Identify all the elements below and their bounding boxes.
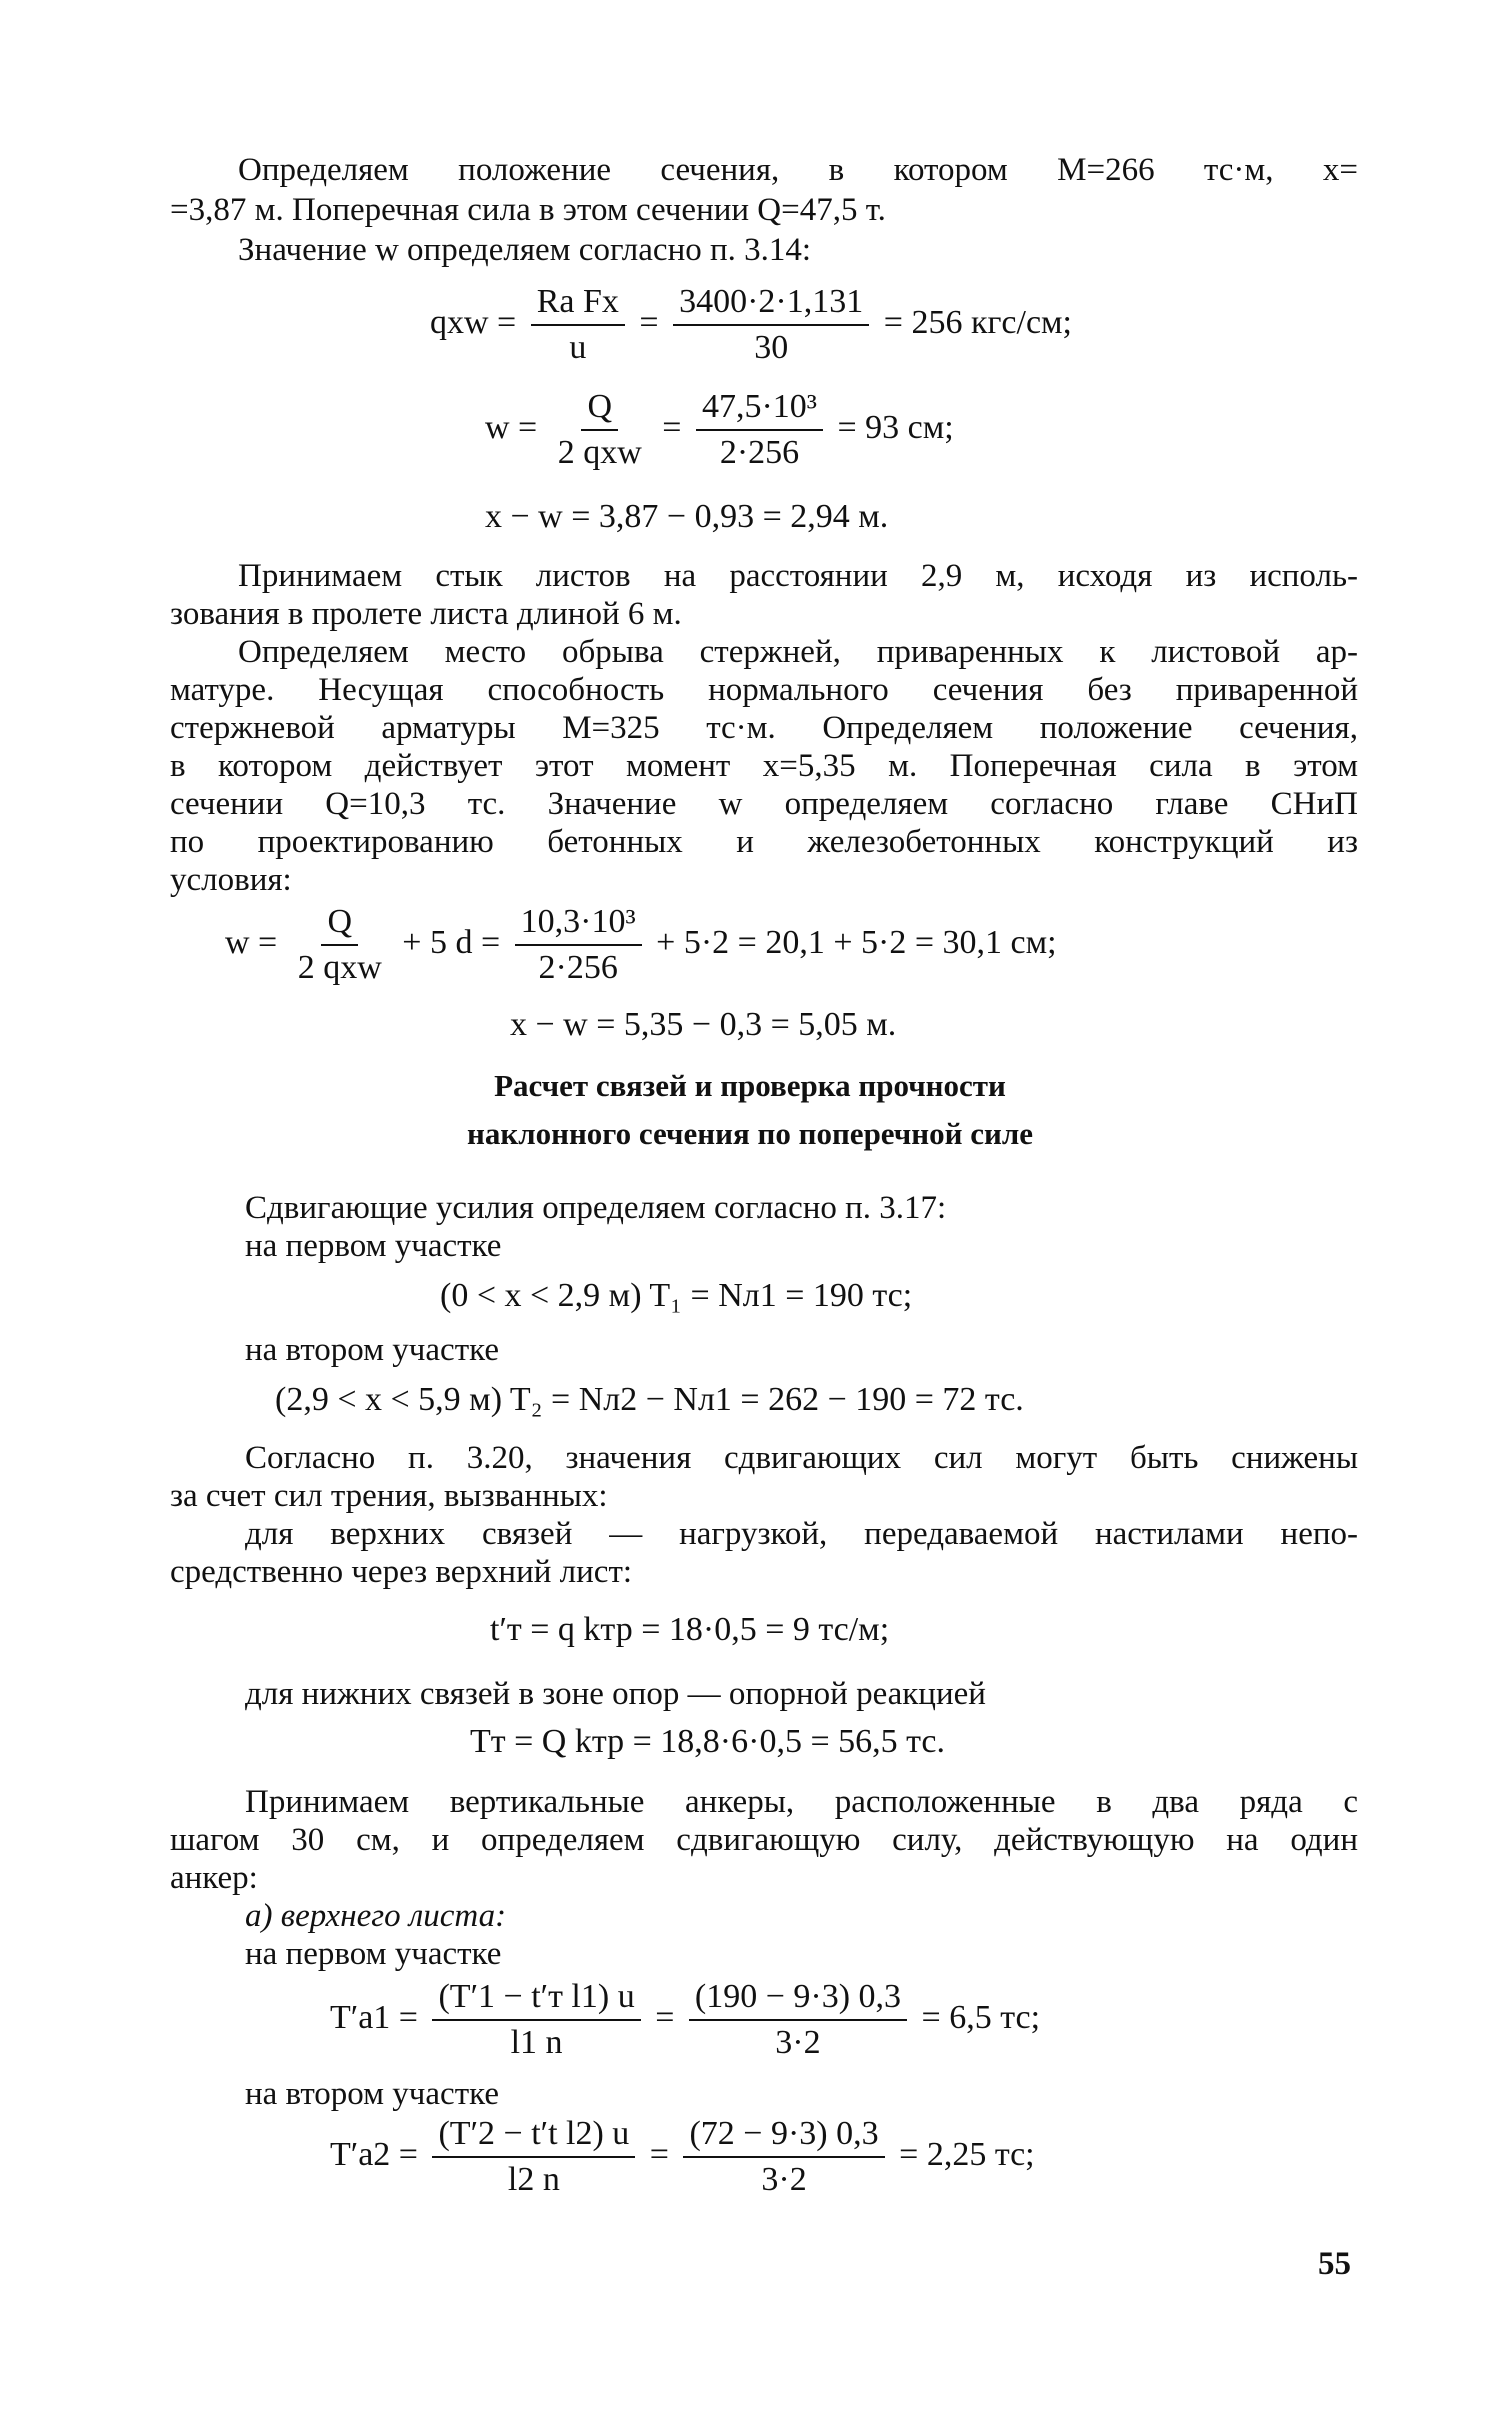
- paragraph6-line3: для верхних связей — нагрузкой, передаваемой настилами непо-: [245, 1516, 1358, 1552]
- paragraph1-line3: Значение w определяем согласно п. 3.14:: [238, 232, 812, 268]
- paragraph3-line2: матуре. Несущая способность нормального сечения без приваренной: [170, 672, 1358, 708]
- equation-ta1: T′a1 = $\frac{\text{(T′1 − t′т l1) u}}{l1 n}$ = $\frac{(190 - 9\cdot 3) 0,3}{3\cdot 2}$ = 6,5 тс;: [330, 1975, 1040, 2065]
- paragraph5: на втором участке: [245, 1332, 499, 1368]
- paragraph6-line2: за счет сил трения, вызванных:: [170, 1478, 608, 1514]
- paragraph1-line2: =3,87 м. Поперечная сила в этом сечении Q=47,5 т.: [170, 192, 886, 228]
- paragraph8-line5: на первом участке: [245, 1936, 502, 1972]
- paragraph8-line4: а) верхнего листа:: [245, 1898, 507, 1934]
- equation-x-minus-w: x − w = 3,87 − 0,93 = 2,94 м.: [485, 498, 889, 535]
- paragraph2-line2: зования в пролете листа длиной 6 м.: [170, 596, 682, 632]
- paragraph3-line7: условия:: [170, 862, 292, 898]
- equation-qxw: qxw = $\frac{\text{Ra Fx}}{u}$ = $\frac{3400\cdot 2\cdot 1,131}{30}$ = 256 кгс/см;: [430, 280, 1072, 370]
- paragraph8-line2: шагом 30 см, и определяем сдвигающую силу, действующую на один: [170, 1822, 1358, 1858]
- paragraph8-line1: Принимаем вертикальные анкеры, расположенные в два ряда с: [245, 1784, 1358, 1820]
- paragraph2-line1: Принимаем стык листов на расстоянии 2,9 м, исходя из исполь-: [238, 558, 1358, 594]
- paragraph3-line6: по проектированию бетонных и железобетонных конструкций из: [170, 824, 1358, 860]
- paragraph1-line1: Определяем положение сечения, в котором M=266 тс·м, x=: [238, 152, 1358, 188]
- equation-tt: Tт = Q kтр = 18,8·6·0,5 = 56,5 тс.: [470, 1723, 945, 1760]
- equation-ta2: T′a2 = $\frac{\text{(T′2 − t′t l2) u}}{l2 n}$ = $\frac{(72 - 9\cdot 3) 0,3}{3\cdot 2}$ = 2,25 тс;: [330, 2112, 1035, 2202]
- paragraph6-line4: средственно через верхний лист:: [170, 1554, 633, 1590]
- paragraph3-line1: Определяем место обрыва стержней, приваренных к листовой ар-: [238, 634, 1358, 670]
- paragraph4-line1: Сдвигающие усилия определяем согласно п. 3.17:: [245, 1190, 947, 1226]
- paragraph8-line3: анкер:: [170, 1860, 258, 1896]
- paragraph9: на втором участке: [245, 2076, 499, 2112]
- equation-w: w = $\frac{Q}{\text{2 qxw}}$ = $\frac{\text{47,5·10³}}{2\cdot 256}$ = 93 см;: [485, 385, 954, 475]
- paragraph4-line2: на первом участке: [245, 1228, 502, 1264]
- page-number: 55: [1318, 2246, 1351, 2282]
- equation-tt-prime: t′т = q kтр = 18·0,5 = 9 тс/м;: [490, 1611, 890, 1648]
- paragraph6-line1: Согласно п. 3.20, значения сдвигающих сил могут быть снижены: [245, 1440, 1358, 1476]
- equation-w-2: w = $\frac{Q}{\text{2 qxw}}$ + 5 d = $\frac{\text{10,3·10³}}{2\cdot 256}$ + 5·2 = 20,1 + 5·2 = 30,1 см;: [225, 900, 1057, 990]
- section-heading-line1: Расчет связей и проверка прочности: [494, 1068, 1006, 1103]
- paragraph7: для нижних связей в зоне опор — опорной реакцией: [245, 1676, 986, 1712]
- equation-t2: (2,9 < x < 5,9 м) T₂ = Nл2 − Nл1 = 262 − 190 = 72 тс.: [275, 1381, 1024, 1418]
- equation-x-minus-w-2: x − w = 5,35 − 0,3 = 5,05 м.: [510, 1006, 897, 1043]
- section-heading-line2: наклонного сечения по поперечной силе: [466, 1116, 1034, 1151]
- paragraph3-line5: сечении Q=10,3 тс. Значение w определяем согласно главе СНиП: [170, 786, 1358, 822]
- equation-t1: (0 < x < 2,9 м) T₁ = Nл1 = 190 тс;: [440, 1277, 913, 1314]
- paragraph3-line4: в котором действует этот момент x=5,35 м. Поперечная сила в этом: [170, 748, 1358, 784]
- paragraph3-line3: стержневой арматуры M=325 тс·м. Определяем положение сечения,: [170, 710, 1358, 746]
